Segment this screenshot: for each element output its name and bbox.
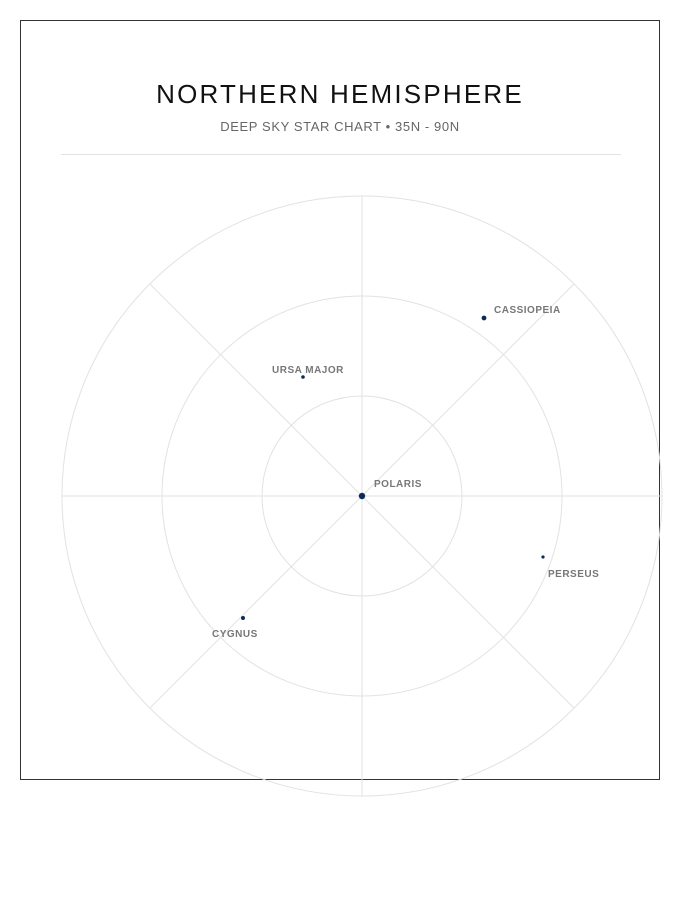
star-label-cassiopeia: CASSIOPEIA <box>494 305 561 316</box>
chart-title: NORTHERN HEMISPHERE <box>156 79 524 109</box>
star-perseus[interactable] <box>541 555 544 558</box>
star-cygnus[interactable] <box>241 616 245 620</box>
star-label-perseus: PERSEUS <box>548 569 600 580</box>
star-label-polaris: POLARIS <box>374 479 422 490</box>
star-polaris[interactable] <box>359 493 365 499</box>
star-label-ursa-major: URSA MAJOR <box>272 365 344 376</box>
star-label-cygnus: CYGNUS <box>212 629 258 640</box>
chart-subtitle: DEEP SKY STAR CHART • 35N - 90N <box>220 119 460 134</box>
stars-layer <box>212 305 599 640</box>
star-cassiopeia[interactable] <box>482 316 487 321</box>
